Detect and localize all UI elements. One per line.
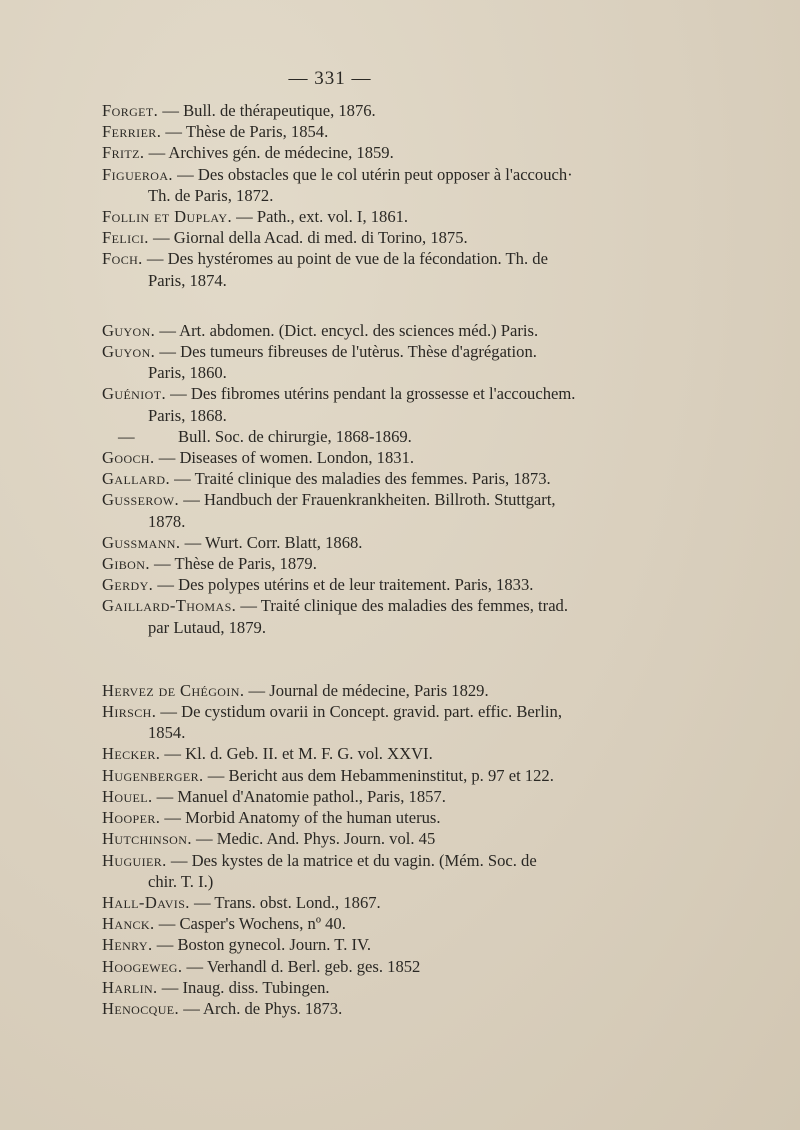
entry-ditto-dash: — [118,426,135,446]
entry-author: Gusserow. [102,490,180,510]
entry-text: — Des obstacles que le col utérin peut opposer à l'accouch· [172,164,573,184]
entry-author: Hutchinson. [102,829,192,849]
entry-continuation: par Lutaud, 1879. [148,617,266,637]
entry-continuation: Th. de Paris, 1872. [148,185,274,205]
entry-continuation: 1878. [148,511,186,531]
bibliography-entry [102,468,582,489]
bibliography-entry [102,743,582,764]
bibliography-entry [102,892,582,913]
entry-author: Gussmann. [102,532,181,552]
entry-author: Harlin. [102,977,158,997]
entry-text: Bull. Soc. de chirurgie, 1868-1869. [178,426,412,446]
entry-author: Henocque. [102,998,180,1018]
entry-text: — Handbuch der Frauenkrankheiten. Billroth. Stuttgart, [179,490,556,510]
entry-text: — De cystidum ovarii in Concept. gravid. part. effic. Berlin, [156,702,562,722]
bibliography-entry [102,142,582,163]
bibliography-entry [102,913,582,934]
entry-author: Guyon. [102,342,156,362]
entry-text: — Des polypes utérins et de leur traitement. Paris, 1833. [153,575,534,595]
entry-text: — Des tumeurs fibreuses de l'utèrus. Thèse d'agrégation. [155,342,537,362]
entry-author: Felici. [102,228,149,248]
entry-continuation: 1854. [148,723,186,743]
entry-author: Henry. [102,935,153,955]
entry-text: — Wurt. Corr. Blatt, 1868. [180,532,363,552]
bibliography-entry [102,807,582,828]
bibliography-entry [102,383,582,425]
entry-author: Fritz. [102,143,145,163]
entry-text: — Kl. d. Geb. II. et M. F. G. vol. XXVI. [160,744,433,764]
entry-author: Gooch. [102,448,155,468]
entry-continuation: Paris, 1860. [148,363,227,383]
entry-author: Foch. [102,249,143,269]
bibliography-entry [102,934,582,955]
entry-text: — Boston gynecol. Journ. T. IV. [152,935,372,955]
entry-text: — Path., ext. vol. I, 1861. [232,207,409,227]
entry-text: — Thèse de Paris, 1854. [161,122,329,142]
bibliography-group [102,320,582,638]
bibliography-entry [102,164,582,206]
entry-author: Ferrier. [102,122,162,142]
entry-text: — Des kystes de la matrice et du vagin. (Mém. Soc. de [166,850,537,870]
entry-author: Hervez de Chégoin. [102,680,245,700]
entry-text: — Thèse de Paris, 1879. [149,554,317,574]
bibliography-entry [102,227,582,248]
entry-text: — Traité clinique des maladies des femmes. Paris, 1873. [170,469,551,489]
bibliography-entry [102,595,582,637]
entry-text: — Verhandl d. Berl. geb. ges. 1852 [182,956,421,976]
entry-text: — Diseases of women. London, 1831. [154,448,415,468]
bibliography-entry [102,850,582,892]
page-number: — 331 — [288,68,372,89]
bibliography-entry [102,426,582,447]
entry-continuation: chir. T. I.) [148,871,214,891]
bibliography-group [102,680,582,1019]
bibliography-entry [102,998,582,1019]
entry-author: Guéniot. [102,384,166,404]
entry-text: — Des hystéromes au point de vue de la fécondation. Th. de [142,249,548,269]
bibliography-entry [102,786,582,807]
entry-author: Hirsch. [102,702,157,722]
bibliography-entry [102,553,582,574]
bibliography-entry [102,956,582,977]
entry-author: Gerdy. [102,575,154,595]
entry-author: Figueroa. [102,164,173,184]
entry-author: Hooper. [102,808,161,828]
entry-text: — Bericht aus dem Hebammeninstitut, p. 97 et 122. [203,765,554,785]
group-gap [102,638,582,680]
entry-text: — Manuel d'Anatomie pathol., Paris, 1857. [152,786,446,806]
entry-author: Forget. [102,101,159,120]
entry-text: — Morbid Anatomy of the human uterus. [160,808,441,828]
entry-text: — Bull. de thérapeutique, 1876. [158,101,376,120]
entry-text: — Arch. de Phys. 1873. [179,998,343,1018]
entry-author: Hoogeweg. [102,956,183,976]
entry-author: Hall-Davis. [102,892,190,912]
entry-text: — Casper's Wochens, nº 40. [154,914,346,934]
bibliography-entry [102,532,582,553]
entry-author: Huguier. [102,850,167,870]
bibliography-entry [102,977,582,998]
bibliography-entry [102,828,582,849]
entry-text: — Medic. And. Phys. Journ. vol. 45 [191,829,436,849]
bibliography-entry [102,121,582,142]
bibliography-entry [102,680,582,701]
bibliography-entry [102,206,582,227]
bibliography-entry [102,765,582,786]
bibliography-entry [102,489,582,531]
bibliography-group [102,100,582,291]
group-gap [102,291,582,320]
entry-author: Houel. [102,786,153,806]
entry-text: — Journal de médecine, Paris 1829. [244,680,489,700]
bibliography-entry [102,701,582,743]
entry-continuation: Paris, 1868. [148,405,227,425]
entry-author: Follin et Duplay. [102,207,233,227]
entry-author: Gibon. [102,554,150,574]
entry-text: — Giornal della Acad. di med. di Torino, 1875. [148,228,468,248]
bibliography-entry [102,320,582,341]
entry-continuation: Paris, 1874. [148,270,227,290]
bibliography-list [102,100,582,1019]
entry-author: Guyon. [102,320,156,340]
bibliography-entry [102,574,582,595]
entry-author: Hanck. [102,914,155,934]
entry-text: — Archives gén. de médecine, 1859. [144,143,394,163]
entry-text: — Inaug. diss. Tubingen. [157,977,330,997]
entry-text: — Traité clinique des maladies des femmes, trad. [236,596,569,616]
bibliography-entry [102,100,582,121]
bibliography-entry [102,341,582,383]
entry-author: Gallard. [102,469,170,489]
bibliography-entry [102,248,582,290]
entry-author: Gaillard-Thomas. [102,596,237,616]
entry-text: — Des fibromes utérins pendant la grossesse et l'accouchem. [166,384,576,404]
bibliography-entry [102,447,582,468]
entry-text: — Trans. obst. Lond., 1867. [189,892,381,912]
entry-text: — Art. abdomen. (Dict. encycl. des sciences méd.) Paris. [155,320,539,340]
entry-author: Hugenberger. [102,765,204,785]
entry-author: Hecker. [102,744,161,764]
